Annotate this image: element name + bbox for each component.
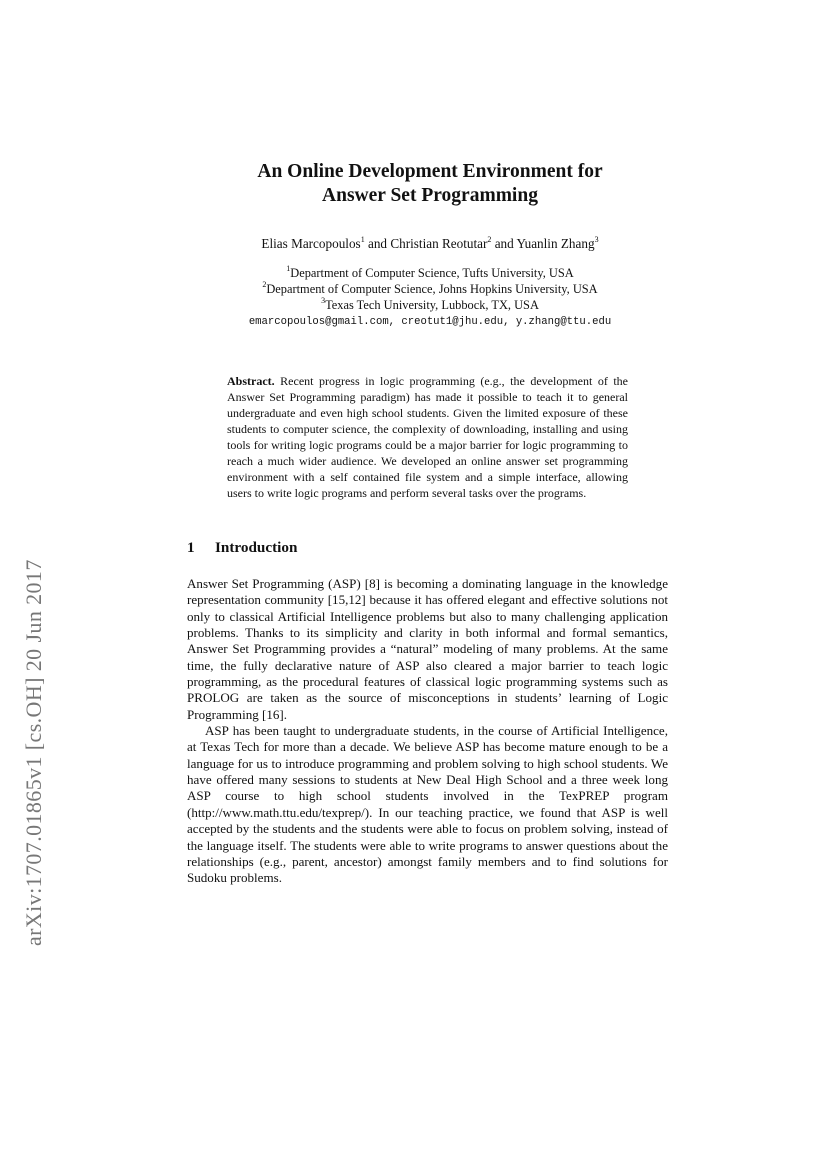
author-affil-mark: 3 [594, 234, 599, 244]
abstract-text: Recent progress in logic programming (e.g., the development of the Answer Set Programming paradigm) has made it possible to teach it to general undergraduate and even high school students. Given the limited exposure of these students to computer science, the complexity of downloading, installing and using tools for writing logic programs could be a major barrier for logic programming to reach a much wider audience. We developed an online answer set programming environment with a self contained file system and a simple interface, allowing users to write logic programs and perform several tasks over the programs. [227, 374, 628, 501]
author-affil-mark: 2 [487, 234, 492, 244]
affiliation-text: Texas Tech University, Lubbock, TX, USA [325, 298, 539, 312]
paragraph: Answer Set Programming (ASP) [8] is becoming a dominating language in the knowledge representation community [15,12] because it has offered elegant and effective solutions not only to classical Artificial Intelligence problems but also to many challenging application problems. Thanks to its simplicity and clarity in both informal and formal semantics, Answer Set Programming provides a “natural” modeling of many problems. At the same time, the fully declarative nature of ASP also cleared a major barrier to teach logic programming, as the procedural features of classical logic programming systems such as PROLOG are taken as the source of misconceptions in students’ learning of Logic Programming [16]. [187, 576, 668, 722]
paper-title-line-2: Answer Set Programming [322, 185, 538, 206]
author-name: Christian Reotutar [390, 236, 488, 251]
affiliation-mark: 1 [286, 263, 291, 273]
author-emails: emarcopoulos@gmail.com, creotut1@jhu.edu, y.zhang@ttu.edu [248, 316, 612, 328]
author-name: Yuanlin Zhang [516, 236, 595, 251]
paper-title-line-1: An Online Development Environment for [257, 161, 603, 182]
author-list [120, 236, 740, 252]
section-number: 1 [187, 539, 195, 556]
author-separator: and [491, 236, 517, 251]
arxiv-side-stamp: arXiv:1707.01865v1 [cs.OH] 20 Jun 2017 [21, 559, 46, 946]
author-separator: and [364, 236, 391, 251]
author-affil-mark: 1 [360, 234, 365, 244]
abstract [227, 373, 628, 501]
affiliation [120, 263, 740, 280]
section-heading [187, 539, 587, 557]
affiliation-mark: 3 [321, 295, 326, 305]
affiliation [120, 279, 740, 296]
author-name: Elias Marcopoulos [261, 236, 361, 251]
affiliation-text: Department of Computer Science, Johns Hopkins University, USA [266, 282, 598, 296]
affiliation [120, 295, 740, 312]
body-text [187, 576, 668, 887]
affiliation-mark: 2 [262, 279, 267, 289]
affiliation-text: Department of Computer Science, Tufts University, USA [290, 266, 574, 280]
paragraph: ASP has been taught to undergraduate students, in the course of Artificial Intelligence, at Texas Tech for more than a decade. We believe ASP has become mature enough to be a language for us to introduce programming and problem solving to high school students. We have offered many sessions to students at New Deal High School and a three week long ASP course to high school students involved in the TexPREP program (http://www.math.ttu.edu/texprep/). In our teaching practice, we found that ASP is well accepted by the students and the students were able to focus on problem solving, instead of the language itself. The students were able to write programs to answer questions about the relationships (e.g., parent, ancestor) amongst family members and to find solutions for Sudoku problems. [187, 723, 668, 886]
section-title: Introduction [215, 539, 298, 556]
abstract-label: Abstract. [227, 374, 275, 388]
